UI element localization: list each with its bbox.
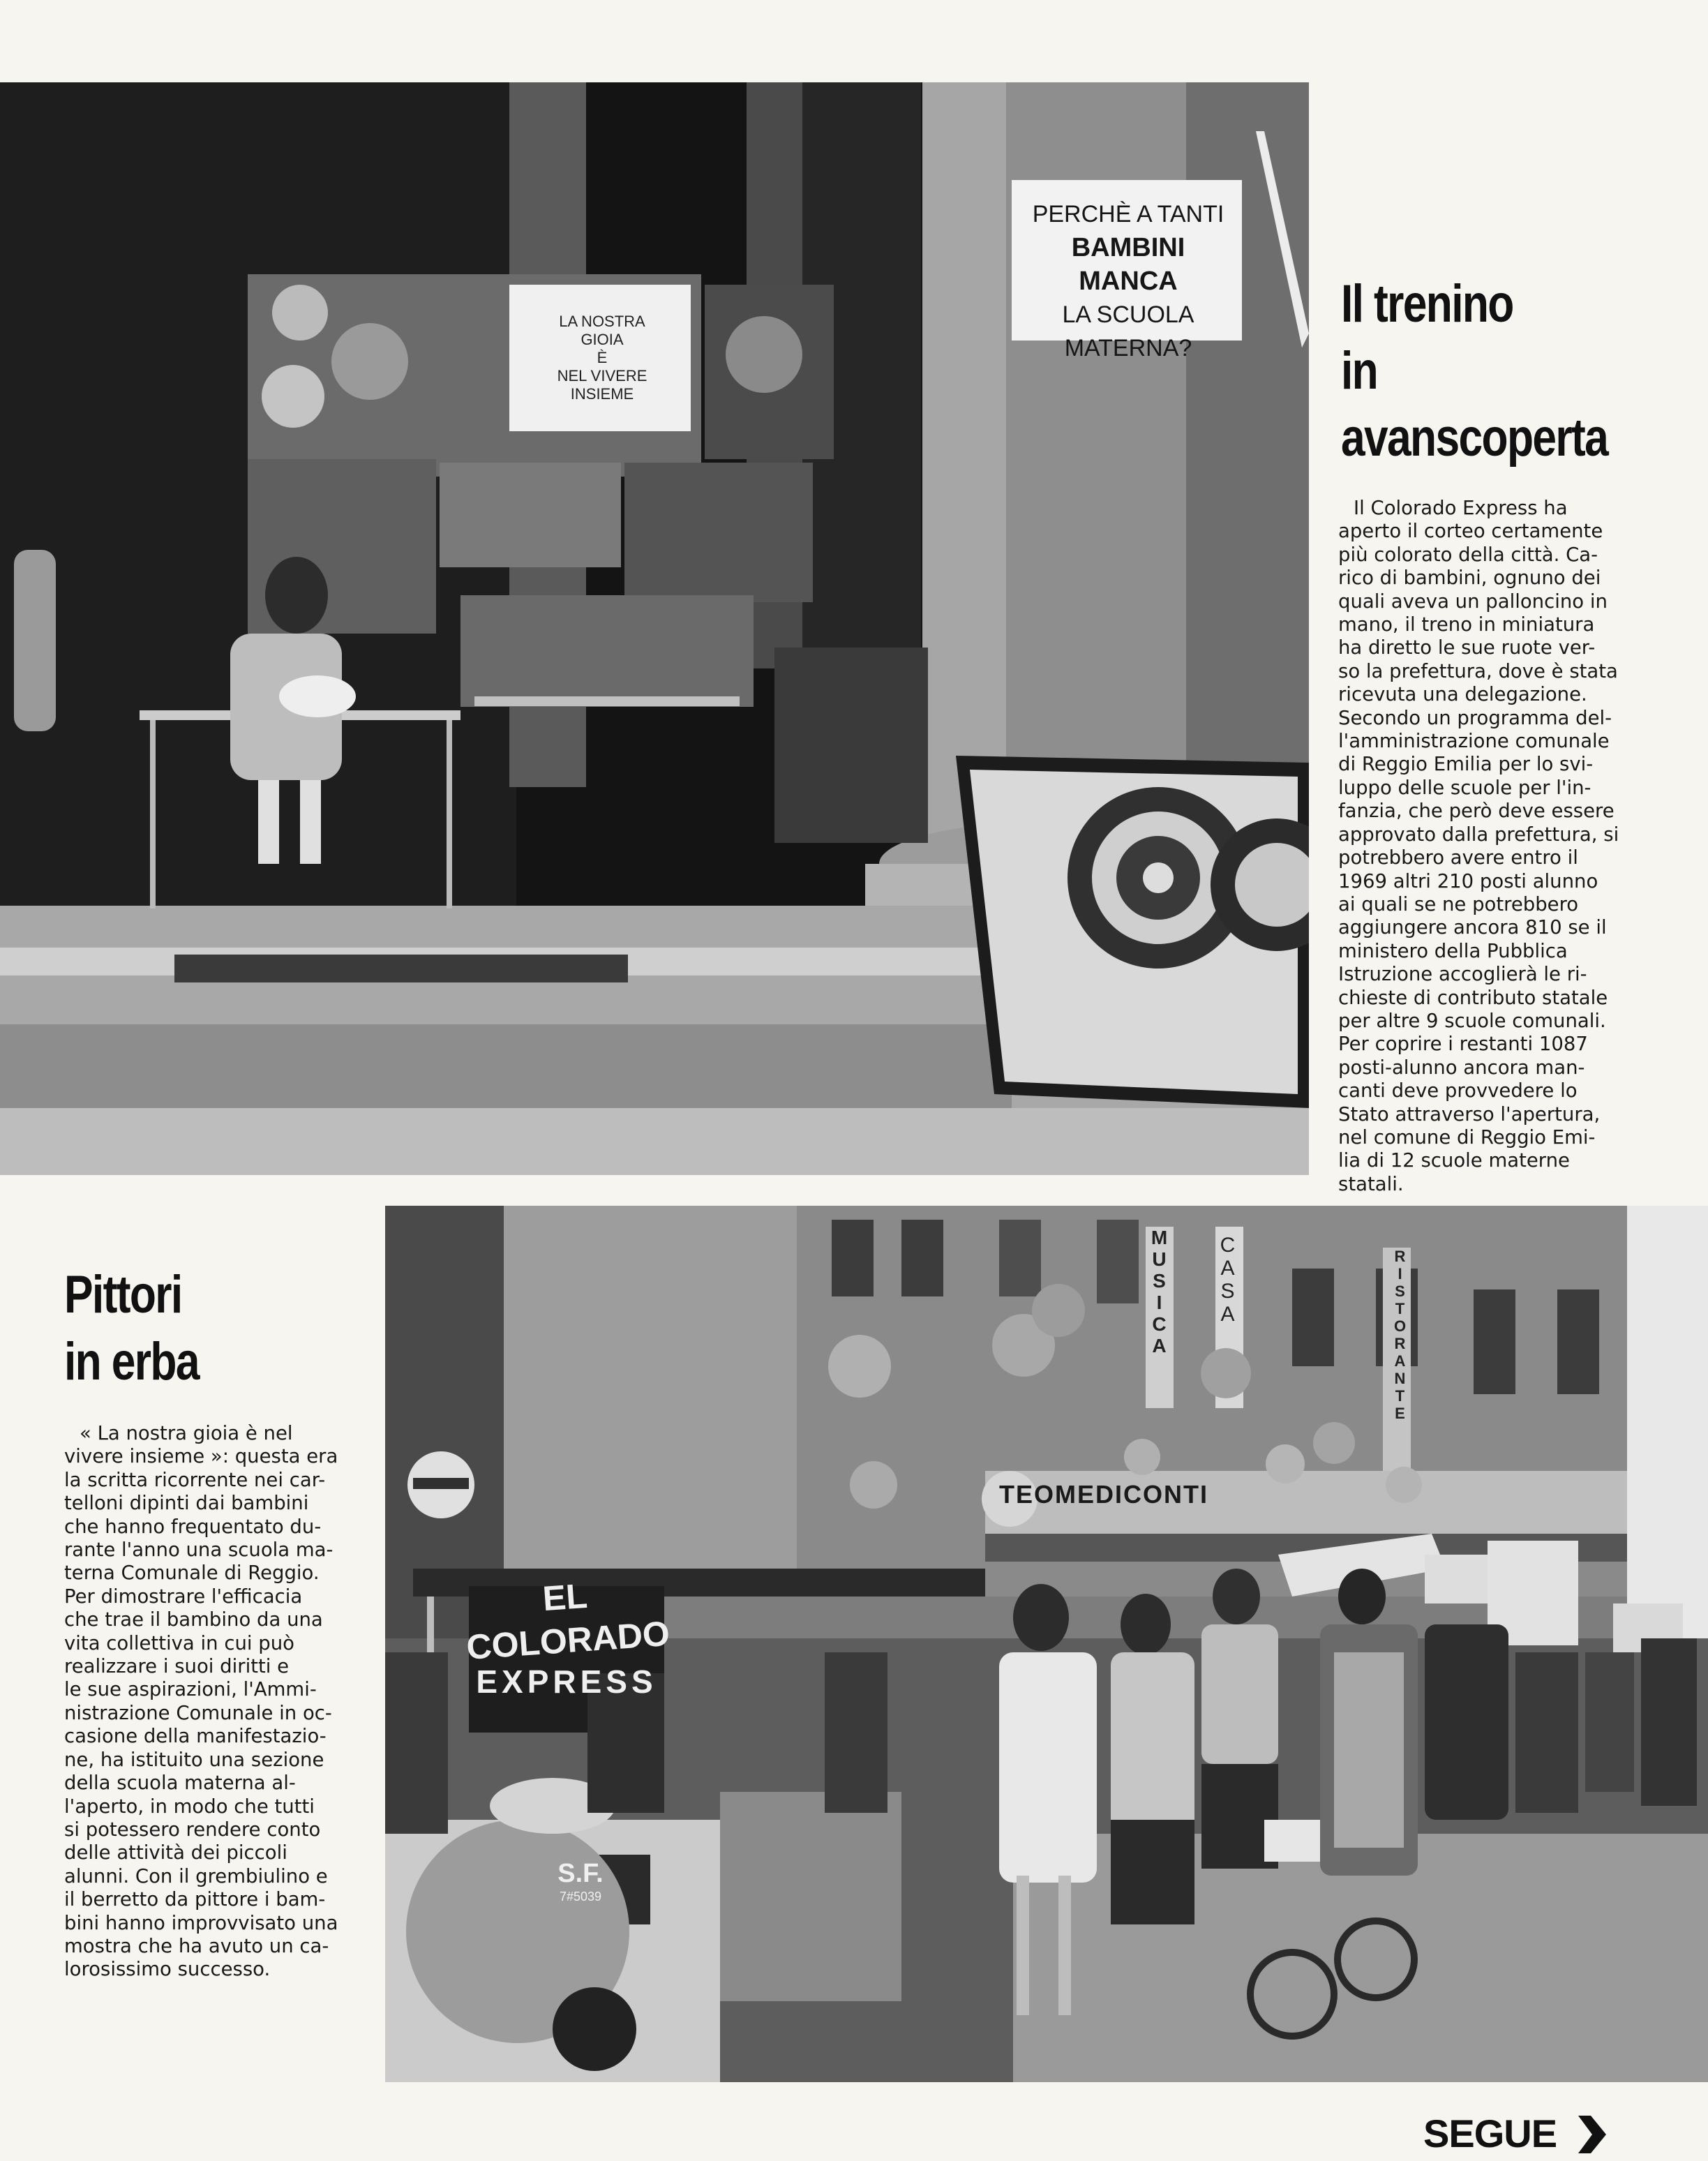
body-line: per altre 9 scuole comunali. <box>1338 1009 1606 1032</box>
body-line: luppo delle scuole per l'in- <box>1338 776 1591 799</box>
body-line: Istruzione accoglierà le ri- <box>1338 963 1587 986</box>
sign-column-line: MATERNA? <box>1064 335 1192 361</box>
body-line: più colorato della città. Ca- <box>1338 543 1598 566</box>
body-line: che hanno frequentato du- <box>64 1515 322 1538</box>
shop-sign-musica: MUSICA <box>1148 1227 1170 1356</box>
body-line: 1969 altri 210 posti alunno <box>1338 869 1598 892</box>
body-line: quali aveva un palloncino in <box>1338 590 1608 613</box>
body-line: statali. <box>1338 1172 1404 1195</box>
body-line: chieste di contributo statale <box>1338 986 1608 1009</box>
body-line: Secondo un programma del- <box>1338 706 1612 729</box>
body-line: lia di 12 scuole materne <box>1338 1149 1570 1172</box>
arrow-right-icon <box>1575 2116 1608 2153</box>
train-plate-line: S.F. <box>557 1859 604 1888</box>
segue-label: SEGUE <box>1423 2111 1557 2155</box>
headline-line: in erba <box>64 1332 199 1391</box>
body-line: l'aperto, in modo che tutti <box>64 1795 315 1818</box>
body-line: aggiungere ancora 810 se il <box>1338 916 1607 939</box>
body-line: fanzia, che però deve essere <box>1338 800 1615 823</box>
body-line: casione della manifestazio- <box>64 1725 327 1748</box>
body-line: rico di bambini, ognuno dei <box>1338 567 1601 590</box>
body-line: le sue aspirazioni, l'Ammi- <box>64 1678 317 1701</box>
sign-left-line: LA NOSTRA <box>559 313 645 330</box>
body-line: alunni. Con il grembiulino e <box>64 1864 328 1887</box>
headline-line: Pittori <box>64 1265 182 1324</box>
body-line: Per coprire i restanti 1087 <box>1338 1033 1588 1056</box>
body-line: « La nostra gioia è nel <box>80 1422 293 1444</box>
body-line: terna Comunale di Reggio. <box>64 1562 320 1585</box>
headline-pittori <box>64 1262 199 1396</box>
train-plate <box>518 1858 643 1904</box>
photo-exhibition <box>0 82 1309 1175</box>
shop-sign-teomediconti: TEOMEDICONTI <box>999 1480 1208 1509</box>
sign-column-line: LA SCUOLA <box>1062 301 1194 328</box>
body-line: telloni dipinti dai bambini <box>64 1492 309 1515</box>
headline-trenino <box>1341 271 1608 472</box>
body-line: posti-alunno ancora man- <box>1338 1056 1585 1079</box>
body-line: ne, ha istituito una sezione <box>64 1748 324 1771</box>
body-line: il berretto da pittore i bam- <box>64 1888 326 1911</box>
body-line: l'amministrazione comunale <box>1338 730 1610 753</box>
body-line: ricevuta una delegazione. <box>1338 683 1587 706</box>
body-line: ai quali se ne potrebbero <box>1338 892 1579 915</box>
sign-left-line: GIOIA <box>580 331 624 348</box>
body-line: di Reggio Emilia per lo svi- <box>1338 753 1594 776</box>
article-body-left <box>64 1422 352 1982</box>
body-line: realizzare i suoi diritti e <box>64 1655 290 1678</box>
body-line: Il Colorado Express ha <box>1354 497 1568 519</box>
body-line: vivere insieme »: questa era <box>64 1445 338 1468</box>
photo-parade <box>385 1206 1708 2082</box>
train-sign-line: EXPRESS <box>476 1663 657 1700</box>
body-line: che trae il bambino da una <box>64 1608 323 1631</box>
body-line: nel comune di Reggio Emi- <box>1338 1126 1596 1149</box>
body-line: si potessero rendere conto <box>64 1818 321 1841</box>
train-sign <box>451 1576 682 1701</box>
train-sign-line: EL COLORADO <box>465 1576 671 1668</box>
body-line: ministero della Pubblica <box>1338 939 1568 962</box>
headline-line: avanscoperta <box>1341 408 1608 468</box>
body-line: so la prefettura, dove è stata <box>1338 659 1618 682</box>
body-line: la scritta ricorrente nei car- <box>64 1468 326 1491</box>
body-line: della scuola materna al- <box>64 1772 296 1795</box>
body-line: approvato dalla prefettura, si <box>1338 823 1619 846</box>
body-line: nistrazione Comunale in oc- <box>64 1701 332 1724</box>
body-line: vita collettiva in cui può <box>64 1631 294 1654</box>
headline-line: Il trenino <box>1341 274 1513 334</box>
sign-left <box>522 313 682 403</box>
sign-left-line: NEL VIVERE <box>557 367 647 384</box>
body-line: potrebbero avere entro il <box>1338 846 1578 869</box>
headline-line: in <box>1341 341 1378 401</box>
body-line: lorosissimo successo. <box>64 1958 271 1981</box>
body-line: mano, il treno in miniatura <box>1338 613 1595 636</box>
shop-sign-ristorante: RISTORANTE <box>1391 1248 1409 1422</box>
body-line: aperto il corteo certamente <box>1338 520 1603 543</box>
sign-column-line: BAMBINI MANCA <box>1071 233 1185 296</box>
shop-sign-casa: CASA <box>1216 1234 1239 1326</box>
sign-left-line: È <box>597 349 608 366</box>
body-line: mostra che ha avuto un ca- <box>64 1934 329 1957</box>
train-plate-line: 7#5039 <box>559 1890 602 1904</box>
body-line: delle attività dei piccoli <box>64 1841 287 1864</box>
body-line: rante l'anno una scuola ma- <box>64 1539 334 1562</box>
body-line: ha diretto le sue ruote ver- <box>1338 636 1596 659</box>
sign-column-line: PERCHÈ A TANTI <box>1032 201 1224 227</box>
article-body-right <box>1338 497 1626 1196</box>
body-line: canti deve provvedere lo <box>1338 1079 1578 1102</box>
body-line: Per dimostrare l'efficacia <box>64 1585 303 1608</box>
body-line: bini hanno improvvisato una <box>64 1911 338 1934</box>
sign-left-line: INSIEME <box>570 385 634 403</box>
sign-column <box>1020 197 1236 365</box>
body-line: Stato attraverso l'apertura, <box>1338 1102 1601 1126</box>
